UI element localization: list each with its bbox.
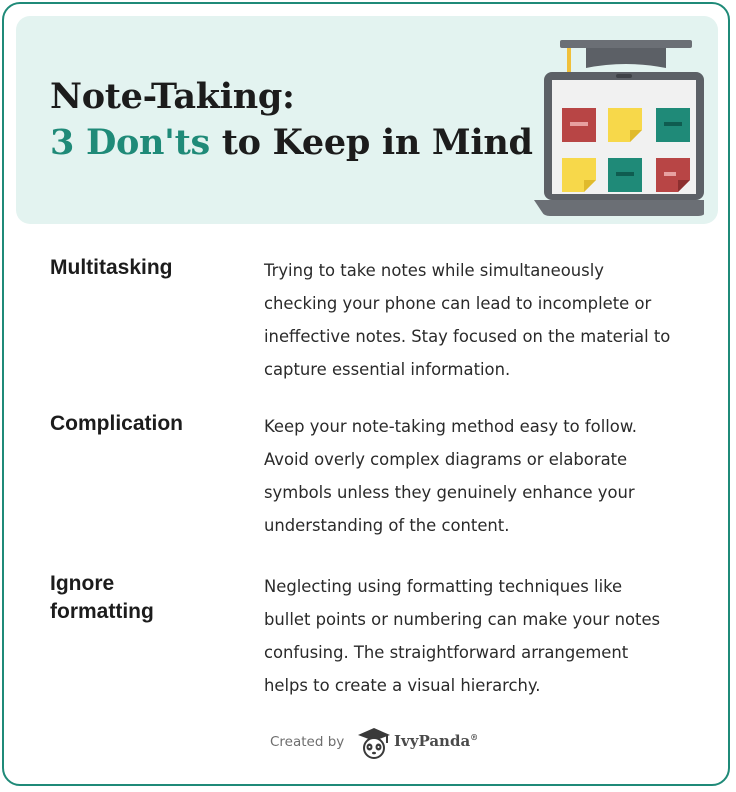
item-description <box>264 410 710 542</box>
page-title <box>50 74 533 166</box>
term-line: Ignore <box>50 572 115 595</box>
brand-name: IvyPanda® <box>394 732 479 750</box>
header-banner <box>16 16 718 224</box>
desc-line: Avoid overly complex diagrams or elaborate <box>264 450 628 469</box>
desc-line: capture essential information. <box>264 360 511 379</box>
title-accent: 3 Don'ts <box>50 122 210 163</box>
desc-line: understanding of the content. <box>264 516 510 535</box>
item-description <box>264 254 710 386</box>
desc-line: confusing. The straightforward arrangement <box>264 643 629 662</box>
desc-line: helps to create a visual hierarchy. <box>264 676 541 695</box>
panda-graduate-logo-icon <box>356 726 392 760</box>
item-description <box>264 570 710 702</box>
desc-line: Neglecting using formatting techniques like <box>264 577 623 596</box>
desc-line: ineffective notes. Stay focused on the material to <box>264 327 671 346</box>
title-line-1: Note-Taking: <box>50 76 295 117</box>
term-line: formatting <box>50 600 154 623</box>
item-term <box>50 570 240 626</box>
trademark-symbol: ® <box>470 732 479 742</box>
title-rest: to Keep in Mind <box>209 122 533 163</box>
created-by-label: Created by <box>270 734 345 750</box>
footer-credit <box>270 726 490 762</box>
laptop-with-sticky-notes-icon <box>524 38 704 220</box>
desc-line: symbols unless they genuinely enhance your <box>264 483 635 502</box>
item-term: Multitasking <box>50 256 173 279</box>
desc-line: Keep your note-taking method easy to follow. <box>264 417 637 436</box>
item-term: Complication <box>50 412 184 435</box>
desc-line: checking your phone can lead to incomplete or <box>264 294 652 313</box>
desc-line: bullet points or numbering can make your notes <box>264 610 661 629</box>
desc-line: Trying to take notes while simultaneously <box>264 261 604 280</box>
